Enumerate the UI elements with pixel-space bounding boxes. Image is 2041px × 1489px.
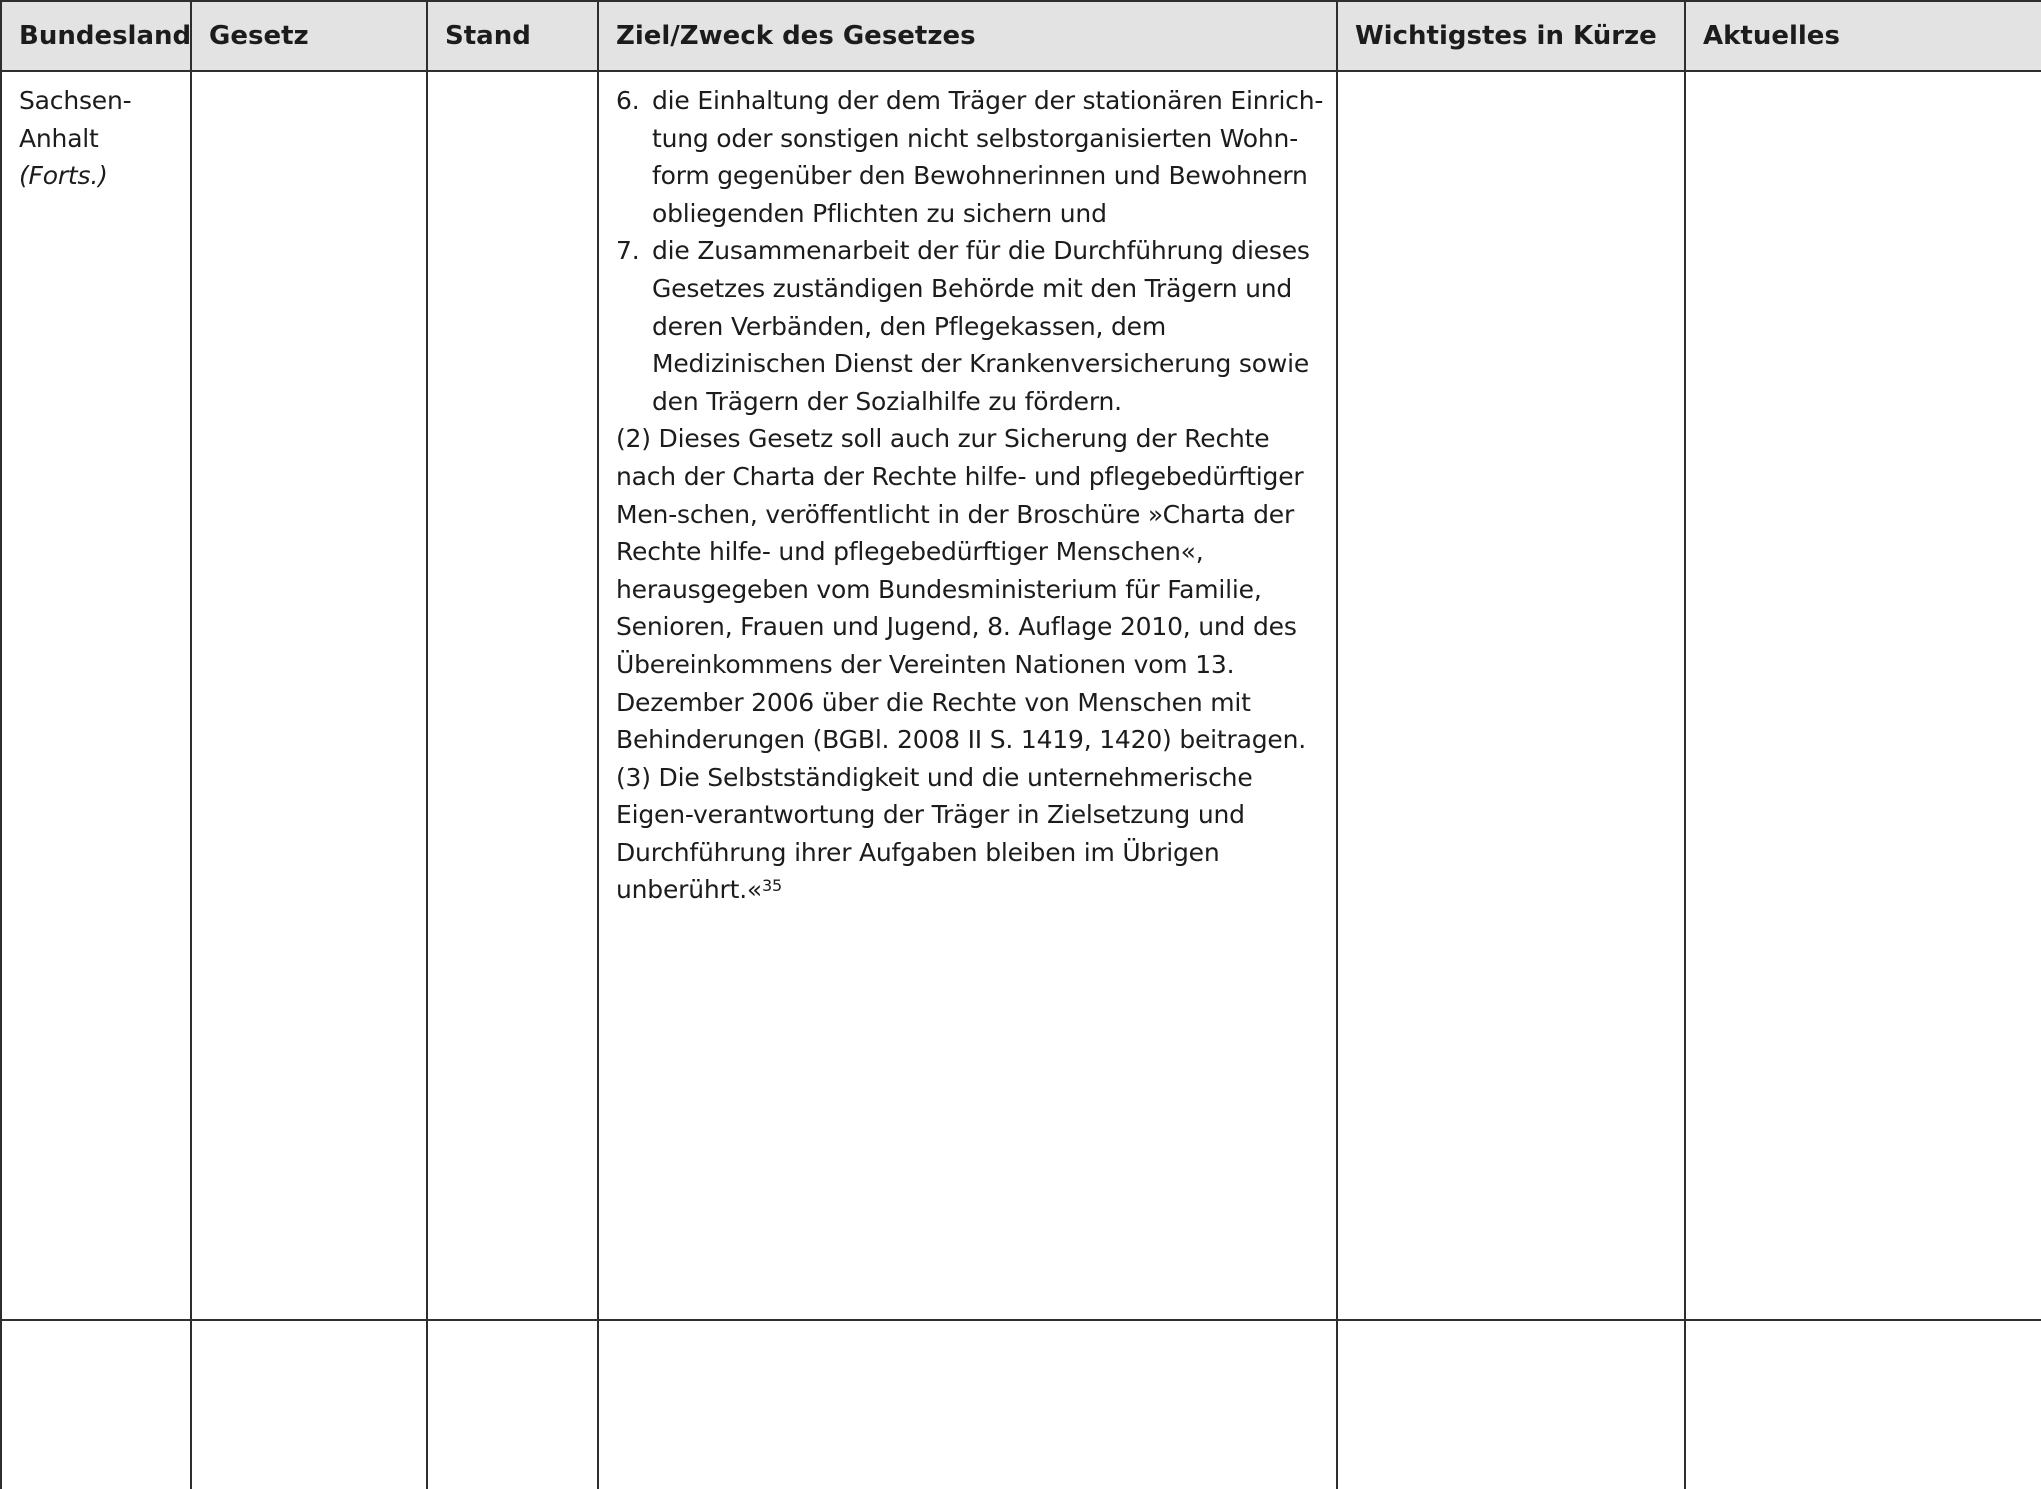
cell-gesetz [191,71,427,1320]
list-item-number: 7. [616,236,640,266]
empty-cell [1685,1320,2041,1489]
cell-bundesland [1,71,191,1320]
table-row-empty [1,1320,2041,1489]
header-bundesland: Bundesland [1,1,191,71]
header-aktuelles: Aktuelles [1685,1,2041,71]
empty-cell [1,1320,191,1489]
header-ziel: Ziel/Zweck des Gesetzes [598,1,1337,71]
paragraph-3-text: (3) Die Selbstständigkeit und die unternehmerische Eigen-verantwortung der Träger in Zielsetzung und Durchführung ihrer Aufgaben bleiben im Übrigen unberührt.« [616,762,1253,905]
header-stand: Stand [427,1,598,71]
table-header-row [1,1,2041,71]
paragraph-2: (2) Dieses Gesetz soll auch zur Sicherung der Rechte nach der Charta der Rechte hilfe- und pflegebedürftiger Men-schen, veröffentlicht in der Broschüre »Charta der Rechte hilfe- und pflegebedürftiger Menschen«, herausgegeben vom Bundesministerium für Familie, Senioren, Frauen und Jugend, 8. Auflage 2010, und des Übereinkommens der Vereinten Nationen vom 13. Dezember 2006 über die Rechte von Menschen mit Behinderungen (BGBl. 2008 II S. 1419, 1420) beitragen. [616,424,1306,755]
continuation-note: (Forts.) [19,161,108,191]
header-wichtigstes: Wichtigstes in Kürze [1337,1,1685,71]
bundesland-line2: Anhalt [19,123,99,153]
list-item [616,82,1326,232]
list-item-number: 6. [616,86,640,115]
cell-aktuelles [1685,71,2041,1320]
empty-cell [1337,1320,1685,1489]
cell-wichtigstes [1337,71,1685,1320]
list-item-text: die Zusammenarbeit der für die Durchführung dieses Gesetzes zuständigen Behörde mit den Trägern und deren Verbänden, den Pflegekassen, dem Medizinischen Dienst der Krankenversicherung sowie den Trägern der Sozialhilfe zu fördern. [652,236,1310,416]
bundesland-line1: Sachsen- [19,86,132,115]
table-row [1,71,2041,1320]
header-gesetz: Gesetz [191,1,427,71]
empty-cell [191,1320,427,1489]
empty-cell [427,1320,598,1489]
list-item [616,232,1326,420]
cell-ziel [598,71,1337,1320]
list-item-text: die Einhaltung der dem Träger der stationären Einrich-tung oder sonstigen nicht selbstorganisierten Wohn-form gegenüber den Bewohnerinnen und Bewohnern obliegenden Pflichten zu sichern und [652,86,1324,228]
footnote-marker: 35 [762,876,782,896]
paragraph-3 [616,759,1326,909]
cell-stand [427,71,598,1320]
empty-cell [598,1320,1337,1489]
